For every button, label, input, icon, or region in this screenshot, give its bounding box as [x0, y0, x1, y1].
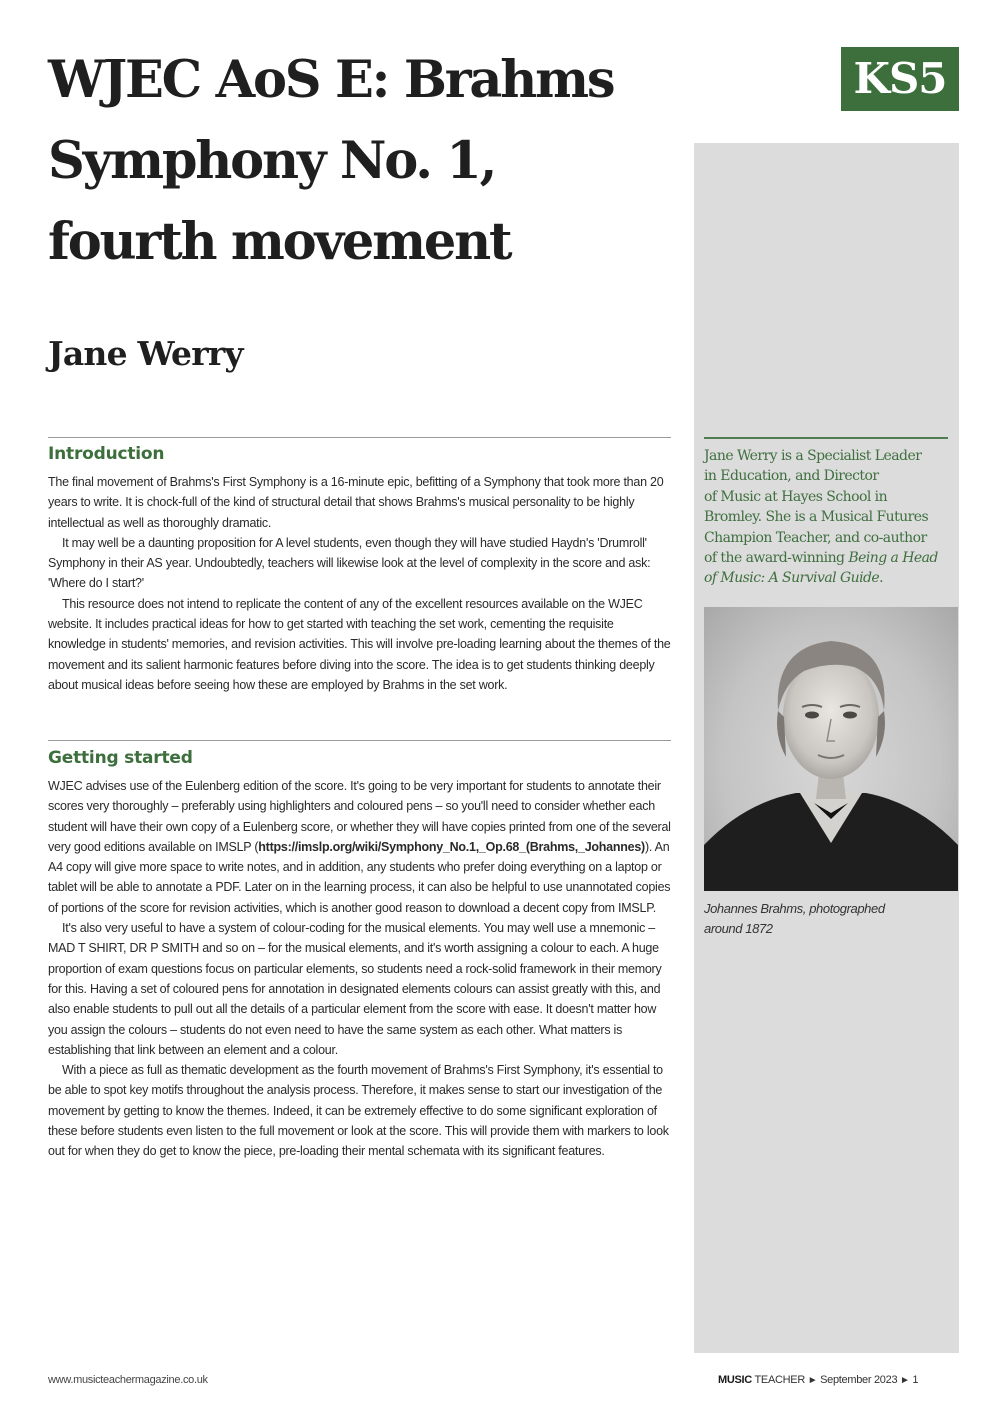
caption-line-2: around 1872	[704, 921, 773, 936]
introduction-paragraph-1: The final movement of Brahms's First Symphony is a 16-minute epic, befitting of a Symphony that took more than 20 years to write. It is chock-full of the kind of structural detail that shows Brahms's musical personality to be highly intellectual as well as thoroughly dramatic.	[48, 475, 664, 530]
bio-line-5: Champion Teacher, and co-author	[704, 529, 927, 546]
portrait-caption	[704, 899, 949, 939]
book-title-part1: Being a Head	[848, 550, 938, 567]
footer-brand-rest: TEACHER	[754, 1374, 805, 1386]
imslp-link[interactable]: https://imslp.org/wiki/Symphony_No.1,_Op.68_(Brahms,_Johannes)	[258, 839, 645, 854]
getting-started-paragraph-2: It's also very useful to have a system of colour-coding for the musical elements. You may well use a mnemonic – MAD T SHIRT, DR P SMITH and so on – for the musical elements, and it's worth assigning a colour to each. A huge proportion of exam questions focus on particular elements, so students need a rock-solid framework in their memory for this. Having a set of coloured pens for annotation in designated elements colours can assist greatly with this, and also enable students to pull out all the details of a particular element from the score with ease. It doesn't matter how you assign the colours – students do not even need to have the same system as each other. What matters is establishing that link between an element and a colour.	[48, 921, 662, 1057]
getting-started-heading: Getting started	[48, 748, 193, 768]
author-name: Jane Werry	[48, 334, 243, 373]
bio-line-1: Jane Werry is a Specialist Leader	[704, 448, 922, 464]
footer-brand-bold: MUSIC	[718, 1374, 752, 1386]
book-title-part2: of Music: A Survival Guide	[704, 570, 880, 587]
caption-line-1: Johannes Brahms, photographed	[704, 901, 885, 916]
footer-date: September 2023	[820, 1374, 898, 1386]
article-title	[48, 40, 688, 283]
getting-started-divider	[48, 740, 671, 741]
bio-line-6-text: of the award-winning	[704, 550, 845, 567]
page-number: 1	[912, 1374, 919, 1386]
bio-line-7	[704, 568, 949, 588]
author-bio	[704, 446, 949, 589]
bio-line-6	[704, 548, 949, 568]
introduction-paragraph-3: This resource does not intend to replicate the content of any of the excellent resources available on the WJEC website. It includes practical ideas for how to get started with teaching the set work, cementing the requisite knowledge in students' memories, and revision activities. This will involve pre-loading learning about the themes of the movement and its salient harmonic features before diving into the score. The idea is to get students thinking deeply about musical ideas before seeing how these are employed by Brahms in the set work.	[48, 596, 671, 692]
title-line-2: Symphony No. 1,	[48, 131, 496, 191]
introduction-body	[48, 472, 671, 695]
title-line-3: fourth movement	[48, 212, 511, 272]
bio-line-2: in Education, and Director	[704, 468, 879, 485]
bio-end: .	[879, 570, 884, 587]
getting-started-body	[48, 776, 671, 1162]
portrait-illustration	[704, 607, 958, 891]
arrow-icon: ►	[807, 1375, 818, 1386]
key-stage-badge: KS5	[841, 47, 959, 111]
gs-p1-before-link: WJEC advises use of the Eulenberg edition of the score. It's going to be very important for students to annotate their scores very thoroughly – preferably using highlighters and coloured pens – so you'll need to consider whether each student will have their own copy of a Eulenberg score, or whether they will have copies printed from one of the several very good editions available on IMSLP (	[48, 779, 671, 854]
sidebar-divider	[704, 437, 948, 439]
introduction-divider	[48, 437, 671, 438]
title-line-1: WJEC AoS E: Brahms	[48, 50, 614, 110]
bio-line-3: of Music at Hayes School in	[704, 488, 888, 505]
bio-line-4: Bromley. She is a Musical Futures	[704, 509, 929, 526]
arrow-icon: ►	[900, 1375, 910, 1386]
introduction-paragraph-2: It may well be a daunting proposition for A level students, even though they will have studied Haydn's 'Drumroll' Symphony in their AS year. Undoubtedly, teachers will likewise look at the level of complexity in the score and ask: 'Where do I start?'	[48, 535, 651, 591]
footer-publication	[718, 1374, 960, 1386]
getting-started-paragraph-1	[48, 776, 671, 918]
gs-p1-after-link: ). An A4 copy will give more space to write notes, and in addition, any students who prefer doing everything on a laptop or tablet will be able to annotate a PDF. Later on in the learning process, it can also be helpful to use unannotated copies of portions of the score for revision activities, which is another good reason to download a decent copy from IMSLP.	[48, 839, 671, 915]
footer-url[interactable]: www.musicteachermagazine.co.uk	[48, 1374, 208, 1386]
getting-started-paragraph-3: With a piece as full as thematic development as the fourth movement of Brahms's First Symphony, it's essential to be able to spot key motifs throughout the analysis process. Therefore, it makes sense to start our investigation of the movement by getting to know the themes. Indeed, it can be extremely effective to do some significant exploration of these before students even listen to the full movement or look at the score. This will provide them with markers to look out for when they do get to know the piece, pre-loading their mental schemata with its significant features.	[48, 1063, 669, 1159]
brahms-portrait	[704, 607, 958, 891]
introduction-heading: Introduction	[48, 444, 165, 464]
